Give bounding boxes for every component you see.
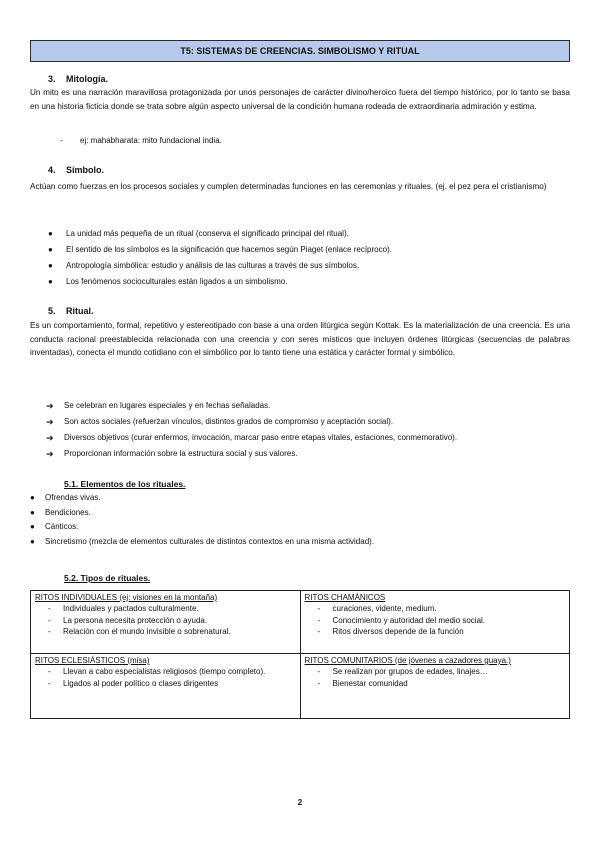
ritual-arrow-list bbox=[46, 398, 570, 462]
bullet-icon: ● bbox=[48, 229, 53, 238]
section-heading-mitologia bbox=[48, 74, 108, 84]
list-item: - curaciones, vidente, medium. bbox=[317, 604, 437, 613]
section-heading-ritual bbox=[48, 306, 94, 316]
list-item: - Individuales y pactados culturalmente. bbox=[48, 604, 199, 613]
table-cell-individuales bbox=[31, 591, 301, 654]
elementos-list bbox=[30, 491, 570, 549]
table-cell-chamanicos bbox=[300, 591, 570, 654]
list-item: ➔ Son actos sociales (refuerzan vínculos, distintos grados de compromiso y aceptación social). bbox=[46, 414, 570, 430]
bullet-icon: ● bbox=[30, 493, 35, 502]
cell-list bbox=[35, 603, 296, 638]
table-row bbox=[31, 654, 570, 719]
section-title: Mitología. bbox=[66, 74, 108, 84]
list-item: ● Bendiciones. bbox=[30, 506, 570, 521]
list-item: ➔ Diversos objetivos (curar enfermos, invocación, marcar paso entre etapas vitales, estaciones, conmemorativo). bbox=[46, 430, 570, 446]
list-item: ● Sincretismo (mezcla de elementos culturales de distintos contextos en una misma actividad). bbox=[30, 535, 570, 550]
section-title: Símbolo. bbox=[66, 165, 104, 175]
bullet-icon: ● bbox=[30, 536, 35, 546]
list-item: ➔ Se celebran en lugares especiales y en fechas señaladas. bbox=[46, 398, 570, 414]
cell-title: RITOS ECLESIÁSTICOS (misa) bbox=[35, 656, 150, 665]
list-item: ➔ Proporcionan información sobre la estructura social y sus valores. bbox=[46, 446, 570, 462]
list-item: ● La unidad más pequeña de un ritual (conserva el significado principal del ritual). bbox=[48, 226, 568, 242]
table-row bbox=[31, 591, 570, 654]
cell-list bbox=[305, 666, 566, 689]
cell-list bbox=[305, 603, 566, 638]
mitologia-example bbox=[60, 136, 222, 145]
cell-list bbox=[35, 666, 296, 689]
list-item: ● El sentido de los símbolos es la significación que hacemos según Piaget (enlace recíproco). bbox=[48, 242, 568, 258]
section-number: 4. bbox=[48, 165, 56, 175]
example-text: ej: mahabharata: mito fundacional india. bbox=[80, 136, 222, 145]
page-number: 2 bbox=[297, 798, 303, 807]
list-item: - Conocimiento y autoridad del medio social. bbox=[317, 615, 486, 625]
bullet-icon: ● bbox=[48, 277, 53, 286]
list-item: - Se realizan por grupos de edades, linajes… bbox=[317, 667, 488, 676]
table-cell-comunitarios bbox=[300, 654, 570, 719]
simbolo-paragraph: Actúan como fuerzas en los procesos sociales y cumplen determinadas funciones en las ceremonias y rituales. (ej. el pez pera el cristianismo) bbox=[30, 182, 547, 191]
dash-marker: - bbox=[60, 136, 63, 145]
page-title: T5: SISTEMAS DE CREENCIAS. SIMBOLISMO Y RITUAL bbox=[30, 40, 570, 62]
list-item: - Bienestar comunidad bbox=[317, 678, 408, 688]
bullet-icon: ● bbox=[48, 245, 53, 254]
mitologia-paragraph: Un mito es una narración maravillosa protagonizada por unos personajes de carácter divino/heroico fuera del tiempo histórico, por lo tanto se basa en una historia ficticia donde se trata sobre algún aspecto universal de la condición humana rodeada de extraordinaria admiración y estima. bbox=[30, 88, 570, 111]
arrow-right-icon: ➔ bbox=[46, 449, 54, 459]
list-item: ● Ofrendas vivas. bbox=[30, 491, 570, 506]
arrow-right-icon: ➔ bbox=[46, 417, 54, 427]
table-cell-eclesiasticos bbox=[31, 654, 301, 719]
bullet-icon: ● bbox=[48, 261, 53, 270]
ritual-paragraph: Es un comportamiento, formal, repetitivo y estereotipado con base a una orden litúrgica según Kottak. Es la materialización de una creencia. Es una conducta racional preestablecida relacionada con una creencia y con seres místicos que incluyen órdenes litúrgicas (secuencias de palabras inventadas), conecta el mundo cotidiano con el simbólico por lo tanto tiene una estática y carácter formal y simbólico. bbox=[30, 321, 570, 357]
list-item: - La persona necesita protección o ayuda. bbox=[48, 615, 208, 625]
elementos-heading: 5.1. Elementos de los rituales. bbox=[64, 479, 186, 489]
section-title: Ritual. bbox=[66, 306, 94, 316]
bullet-icon: ● bbox=[30, 507, 35, 517]
list-item: ● Antropología simbólica: estudio y análisis de las culturas a través de sus símbolos. bbox=[48, 258, 568, 274]
section-number: 5. bbox=[48, 306, 56, 316]
section-number: 3. bbox=[48, 74, 56, 84]
list-item: - Ritos diversos depende de la función bbox=[317, 627, 464, 636]
cell-title: RITOS INDIVIDUALES (ej: visiones en la montaña) bbox=[35, 593, 218, 602]
list-item: - Llevan a cabo especialistas religiosos (tiempo completo). bbox=[48, 667, 266, 676]
tipos-heading: 5.2. Tipos de rituales. bbox=[64, 573, 151, 583]
list-item: ● Los fenómenos socioculturales están ligados a un simbolismo. bbox=[48, 274, 568, 290]
list-item: - Ligados al poder político o clases dirigentes bbox=[48, 678, 219, 688]
cell-title: RITOS COMUNITARIOS (de jóvenes a cazadores guaya.) bbox=[304, 656, 511, 665]
arrow-right-icon: ➔ bbox=[46, 401, 54, 411]
list-item: - Relación con el mundo invisible o sobrenatural. bbox=[48, 627, 231, 636]
bullet-icon: ● bbox=[30, 522, 35, 531]
cell-title: RITOS CHAMÁNICOS bbox=[304, 593, 386, 602]
arrow-right-icon: ➔ bbox=[46, 433, 54, 443]
list-item: ● Cánticos. bbox=[30, 520, 570, 535]
tipos-table bbox=[30, 590, 570, 719]
simbolo-bullet-list bbox=[48, 226, 568, 290]
section-heading-simbolo bbox=[48, 165, 104, 175]
